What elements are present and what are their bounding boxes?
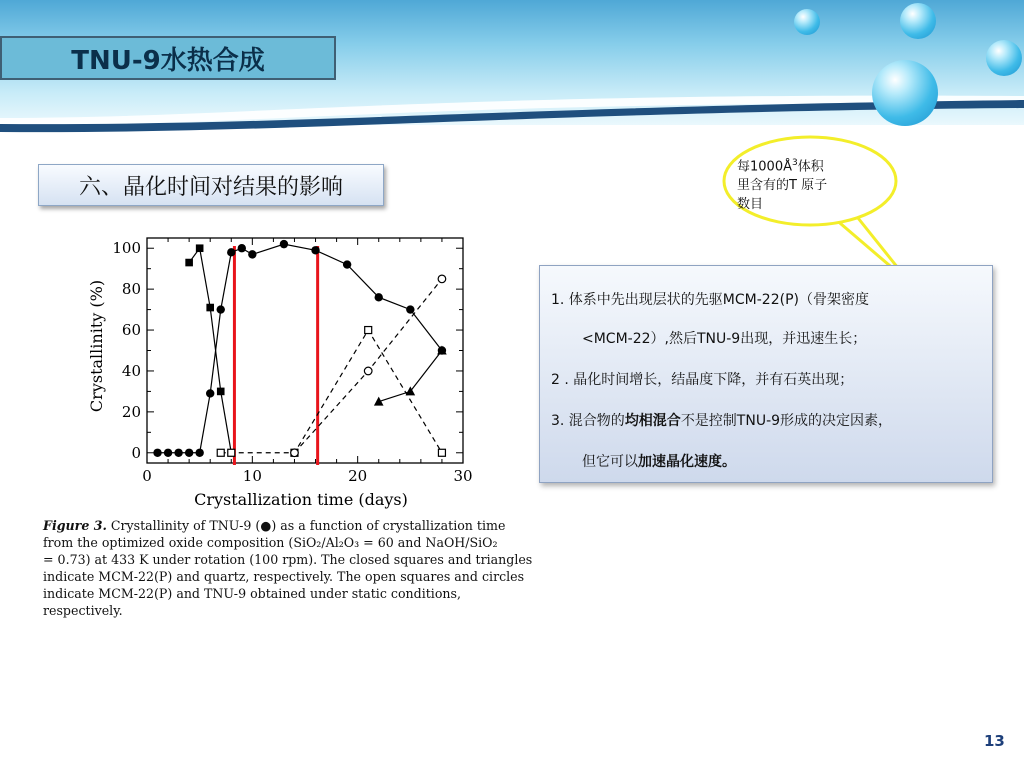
section-heading: 六、晶化时间对结果的影响 [78, 174, 343, 200]
callout-text [737, 154, 865, 214]
crystallinity-chart [80, 228, 480, 516]
y-tick-label: 0 [131, 443, 141, 462]
data-point-filled-square [206, 304, 214, 312]
caption-line-1-text: Crystallinity of TNU-9 (●) as a function of crystallization time [106, 518, 506, 533]
x-tick-label: 10 [242, 467, 262, 485]
info-line-5-emphasis: 加速晶化速度。 [638, 454, 736, 470]
info-line-3: 2 . 晶化时间增长，结晶度下降，并有石英出现； [551, 372, 854, 388]
info-line-5 [582, 451, 736, 471]
caption-line-4: indicate MCM-22(P) and quartz, respectively. The open squares and circles [43, 569, 525, 584]
info-line-4a: 3. 混合物的 [551, 413, 625, 429]
callout-line1: 每1000Å [737, 159, 792, 175]
data-point-filled-square [196, 244, 204, 252]
data-point-open-circle [364, 367, 372, 375]
y-tick-label: 60 [121, 321, 141, 340]
info-line-5a: 但它可以 [582, 454, 638, 470]
callout-superscript: 3 [791, 158, 798, 168]
chart-series-lines [158, 244, 442, 453]
data-point-filled-circle [406, 305, 414, 313]
plot-frame [147, 238, 463, 463]
info-line-2: <MCM-22）,然后TNU-9出现，并迅速生长； [582, 331, 867, 347]
chart-vertical-lines [234, 246, 317, 465]
series-line-filled-square [189, 248, 231, 453]
info-line-1: 1. 体系中先出现层状的先驱MCM-22(P)（骨架密度 [551, 292, 869, 308]
callout-line2: 里含有的T 原子 [737, 178, 828, 194]
data-point-filled-circle [217, 305, 225, 313]
data-point-filled-circle [343, 260, 351, 268]
data-point-filled-circle [164, 449, 172, 457]
chart-axes [112, 238, 472, 485]
data-point-filled-circle [280, 240, 288, 248]
info-line-4 [551, 410, 892, 430]
y-axis-label: Crystallinity (%) [87, 279, 106, 413]
data-point-open-circle [438, 275, 446, 283]
info-line-4-emphasis: 均相混合 [624, 413, 681, 429]
data-point-filled-circle [174, 449, 182, 457]
y-tick-label: 20 [121, 402, 141, 421]
x-axis-label: Crystallization time (days) [194, 490, 408, 509]
data-point-filled-circle [153, 449, 161, 457]
data-point-filled-circle [375, 293, 383, 301]
x-tick-label: 30 [453, 467, 473, 485]
y-tick-label: 100 [112, 239, 141, 258]
y-tick-label: 40 [121, 361, 141, 380]
data-point-open-square [365, 327, 372, 334]
info-box [539, 265, 993, 483]
caption-line-1 [43, 517, 508, 534]
chart-markers [153, 240, 446, 457]
data-point-filled-circle [248, 250, 256, 258]
caption-line-2: from the optimized oxide composition (SiO₂/Al₂O₃ = 60 and NaOH/SiO₂ [43, 535, 498, 550]
data-point-filled-circle [227, 248, 235, 256]
series-line-filled-circle [158, 244, 442, 453]
figure-caption [43, 517, 533, 619]
caption-label: Figure 3. [43, 518, 107, 533]
data-point-filled-circle [238, 244, 246, 252]
callout-line1-end: 体积 [797, 159, 824, 175]
y-tick-label: 80 [121, 280, 141, 299]
data-point-open-square [438, 449, 445, 456]
data-point-open-square [217, 449, 224, 456]
slide-title: TNU-9水热合成 [71, 45, 265, 76]
data-point-filled-circle [185, 449, 193, 457]
data-point-open-circle [291, 449, 299, 457]
data-point-open-square [228, 449, 235, 456]
caption-line-3: = 0.73) at 433 K under rotation (100 rpm). The closed squares and triangles [43, 552, 533, 567]
info-line-4c: 不是控制TNU-9形成的决定因素， [680, 413, 893, 429]
data-point-filled-circle [206, 389, 214, 397]
data-point-filled-circle [195, 449, 203, 457]
caption-line-5: indicate MCM-22(P) and TNU-9 obtained under static conditions, [43, 586, 461, 601]
data-point-filled-square [185, 259, 193, 267]
page-number: 13 [984, 732, 1005, 750]
callout-line3: 数目 [737, 197, 764, 213]
x-tick-label: 0 [142, 467, 152, 485]
data-point-filled-square [217, 388, 225, 396]
x-tick-label: 20 [348, 467, 368, 485]
caption-line-6: respectively. [43, 603, 123, 618]
data-point-filled-circle [311, 246, 319, 254]
